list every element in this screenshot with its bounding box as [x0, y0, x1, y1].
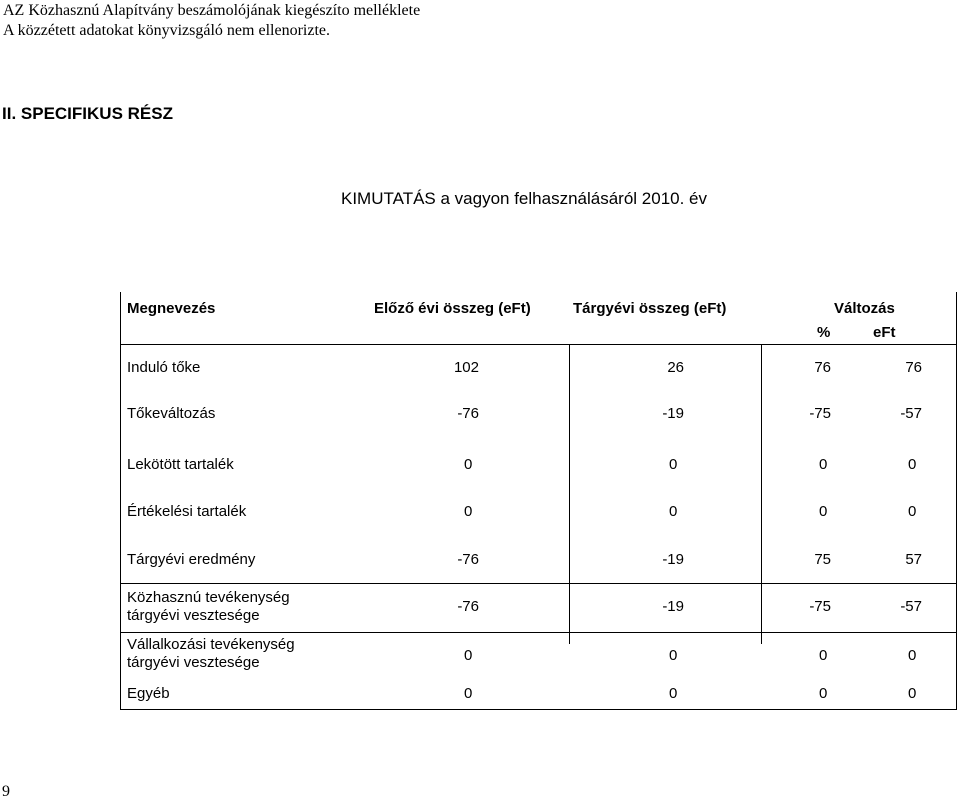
row-change-percent: 0 [819, 647, 828, 664]
column-divider [761, 344, 762, 644]
row-divider [121, 632, 956, 633]
report-title: KIMUTATÁS a vagyon felhasználásáról 2010. év [341, 189, 707, 208]
row-name-line-2: tárgyévi vesztesége [127, 654, 260, 671]
document-header-line-2: A közzétett adatokat könyvizsgáló nem ellenorizte. [3, 22, 330, 39]
row-change-eft: -57 [900, 598, 922, 615]
header-change-percent: % [817, 324, 831, 341]
header-change: Változás [834, 300, 895, 317]
document-header-line-1: AZ Közhasznú Alapítvány beszámolójának kiegészíto melléklete [3, 2, 421, 19]
row-change-eft: 57 [905, 551, 922, 568]
row-prev-value: -76 [457, 598, 479, 615]
row-change-percent: 0 [819, 503, 828, 520]
row-change-eft: 0 [908, 503, 917, 520]
row-prev-value: 0 [464, 456, 473, 473]
row-change-eft: 76 [905, 359, 922, 376]
row-name: Lekötött tartalék [127, 456, 234, 473]
row-change-percent: 76 [814, 359, 831, 376]
column-divider [569, 344, 570, 644]
row-name-line-2: tárgyévi vesztesége [127, 607, 260, 624]
row-curr-value: -19 [662, 551, 684, 568]
row-change-eft: 0 [908, 647, 917, 664]
row-name-line-1: Közhasznú tevékenység [127, 589, 290, 606]
header-prev-year: Előző évi összeg (eFt) [374, 300, 531, 317]
page-number: 9 [2, 783, 10, 800]
row-change-percent: 75 [814, 551, 831, 568]
row-curr-value: 0 [669, 503, 678, 520]
row-prev-value: 0 [464, 685, 473, 702]
row-change-eft: 0 [908, 456, 917, 473]
row-change-eft: 0 [908, 685, 917, 702]
row-change-percent: -75 [809, 598, 831, 615]
section-title: II. SPECIFIKUS RÉSZ [2, 104, 173, 123]
row-change-eft: -57 [900, 405, 922, 422]
row-change-percent: -75 [809, 405, 831, 422]
row-prev-value: 0 [464, 503, 473, 520]
row-name: Tőkeváltozás [127, 405, 216, 422]
header-name: Megnevezés [127, 300, 216, 317]
row-prev-value: 102 [453, 359, 479, 376]
row-curr-value: 26 [667, 359, 684, 376]
row-curr-value: -19 [662, 598, 684, 615]
row-divider [121, 583, 956, 584]
row-curr-value: -19 [662, 405, 684, 422]
asset-usage-table [120, 292, 957, 710]
row-curr-value: 0 [669, 456, 678, 473]
row-change-percent: 0 [819, 456, 828, 473]
row-prev-value: -76 [457, 551, 479, 568]
header-current-year: Tárgyévi összeg (eFt) [573, 300, 727, 317]
row-name: Egyéb [127, 685, 170, 702]
header-change-eft: eFt [873, 324, 896, 341]
row-curr-value: 0 [669, 685, 678, 702]
row-name: Értékelési tartalék [127, 503, 247, 520]
row-prev-value: 0 [464, 647, 473, 664]
row-prev-value: -76 [457, 405, 479, 422]
row-curr-value: 0 [669, 647, 678, 664]
row-name-line-1: Vállalkozási tevékenység [127, 636, 295, 653]
row-name: Tárgyévi eredmény [127, 551, 256, 568]
header-divider [121, 344, 956, 345]
row-change-percent: 0 [819, 685, 828, 702]
row-name: Induló tőke [127, 359, 201, 376]
